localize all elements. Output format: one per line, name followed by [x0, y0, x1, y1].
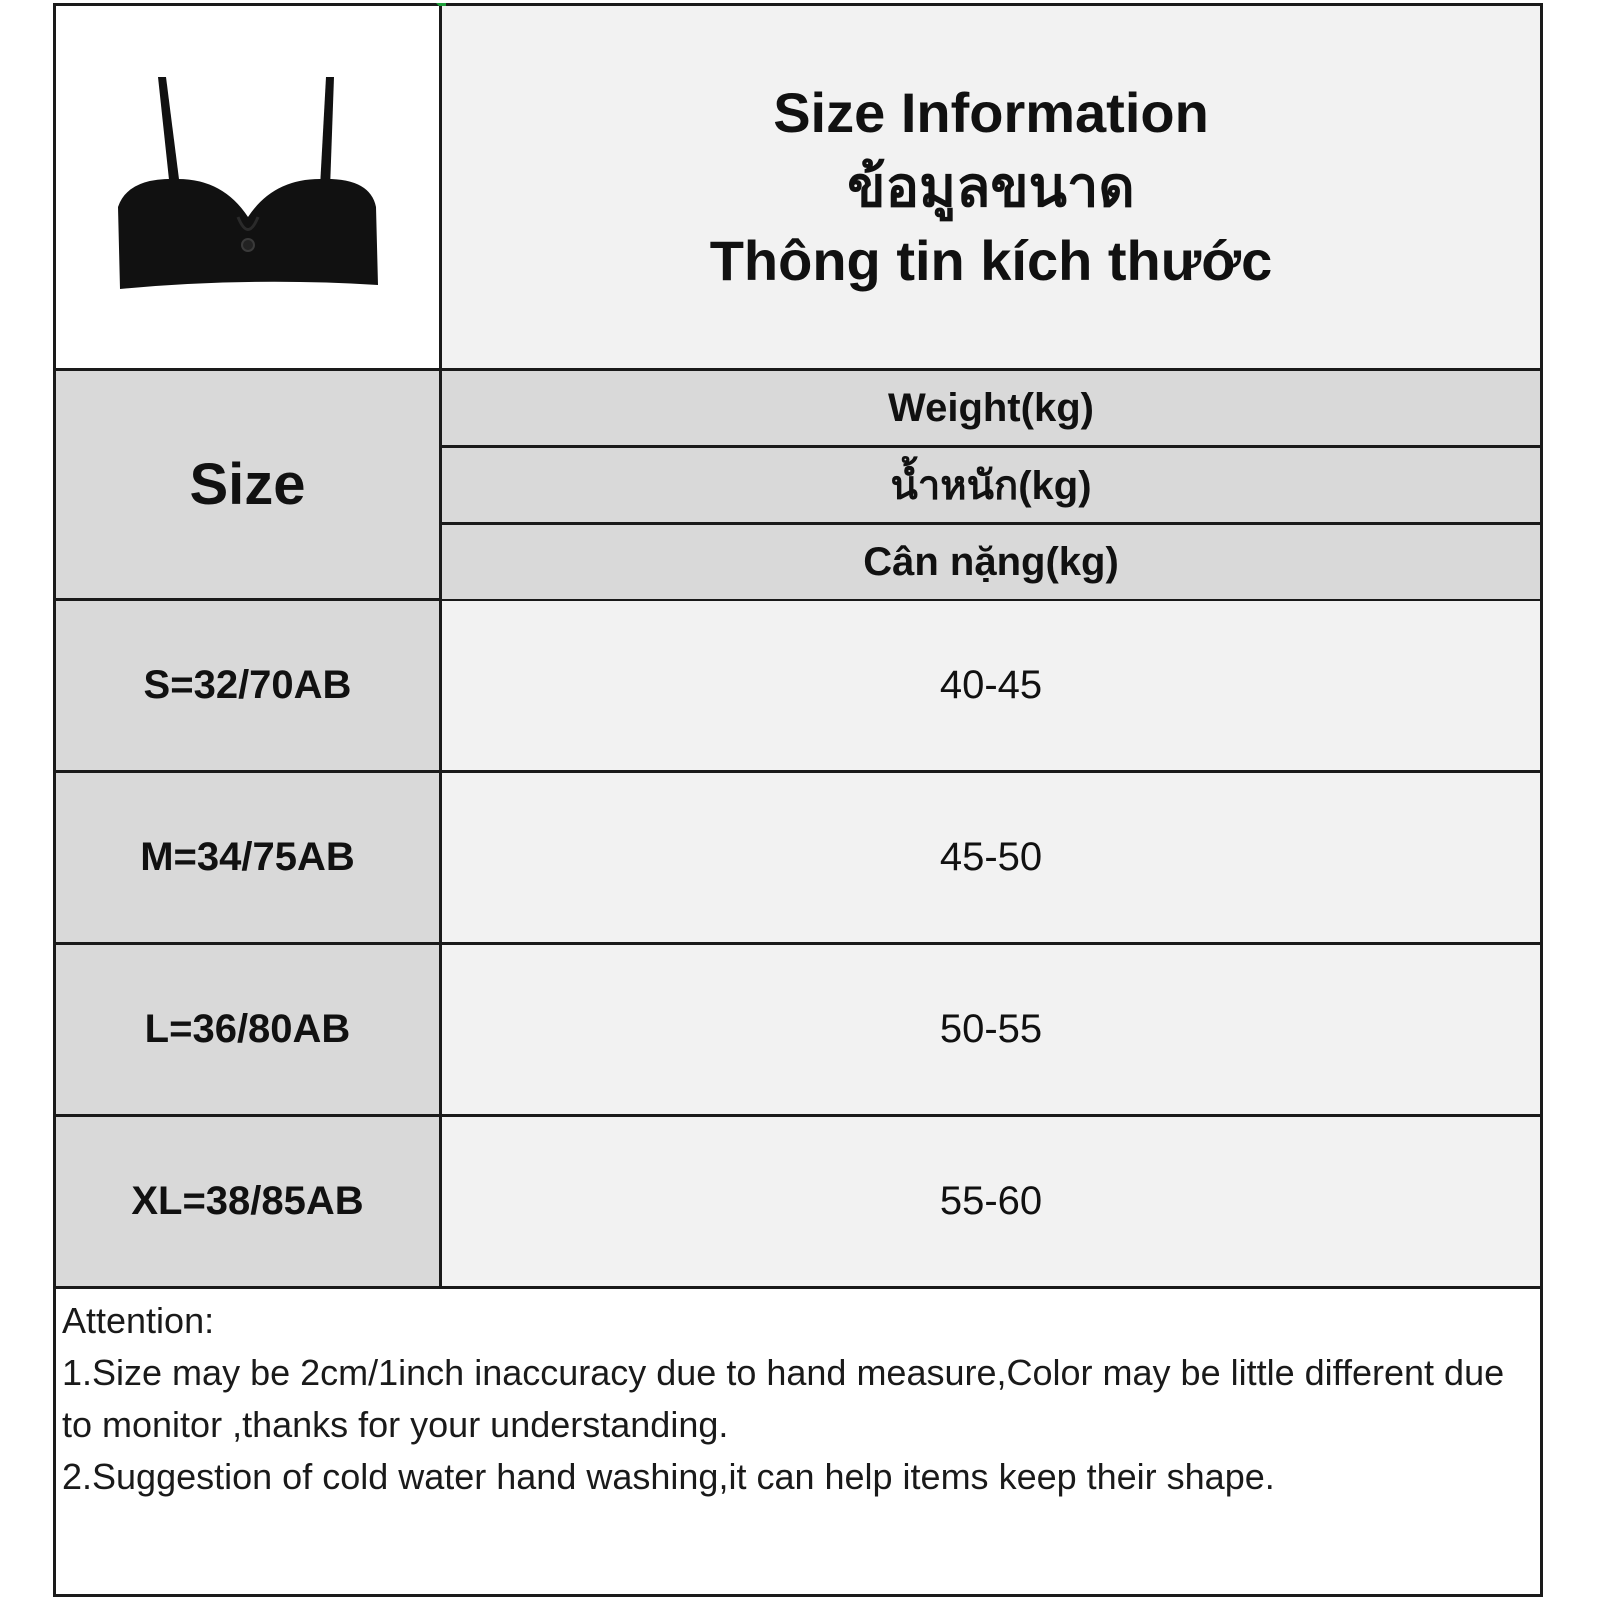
table-row-size: M=34/75AB [56, 773, 442, 945]
title-thai: ข้อมูลขนาด [847, 155, 1135, 218]
title-vietnamese: Thông tin kích thước [709, 229, 1273, 292]
table-row-weight: 50-55 [442, 945, 1540, 1117]
weight-header-thai: น้ำหนัก(kg) [442, 448, 1540, 525]
weight-header-english: Weight(kg) [442, 371, 1540, 448]
table-row-size: XL=38/85AB [56, 1117, 442, 1289]
bra-icon [108, 67, 388, 307]
product-photo-cell [56, 6, 442, 371]
size-chart [53, 3, 1543, 1597]
weight-header-vietnamese: Cân nặng(kg) [442, 525, 1540, 602]
table-row-weight: 55-60 [442, 1117, 1540, 1289]
size-column-header: Size [56, 371, 442, 601]
title-english: Size Information [773, 81, 1209, 144]
table-row-weight: 40-45 [442, 601, 1540, 773]
table-row-weight: 45-50 [442, 773, 1540, 945]
table-row-size: L=36/80AB [56, 945, 442, 1117]
attention-notes [62, 1295, 1532, 1503]
attention-heading: Attention: [62, 1300, 215, 1341]
title-block [442, 6, 1540, 371]
attention-note-1: 1.Size may be 2cm/1inch inaccuracy due to hand measure,Color may be little different due to monitor ,thanks for your understanding. [62, 1352, 1505, 1445]
table-row-size: S=32/70AB [56, 601, 442, 773]
attention-note-2: 2.Suggestion of cold water hand washing,it can help items keep their shape. [62, 1456, 1275, 1497]
